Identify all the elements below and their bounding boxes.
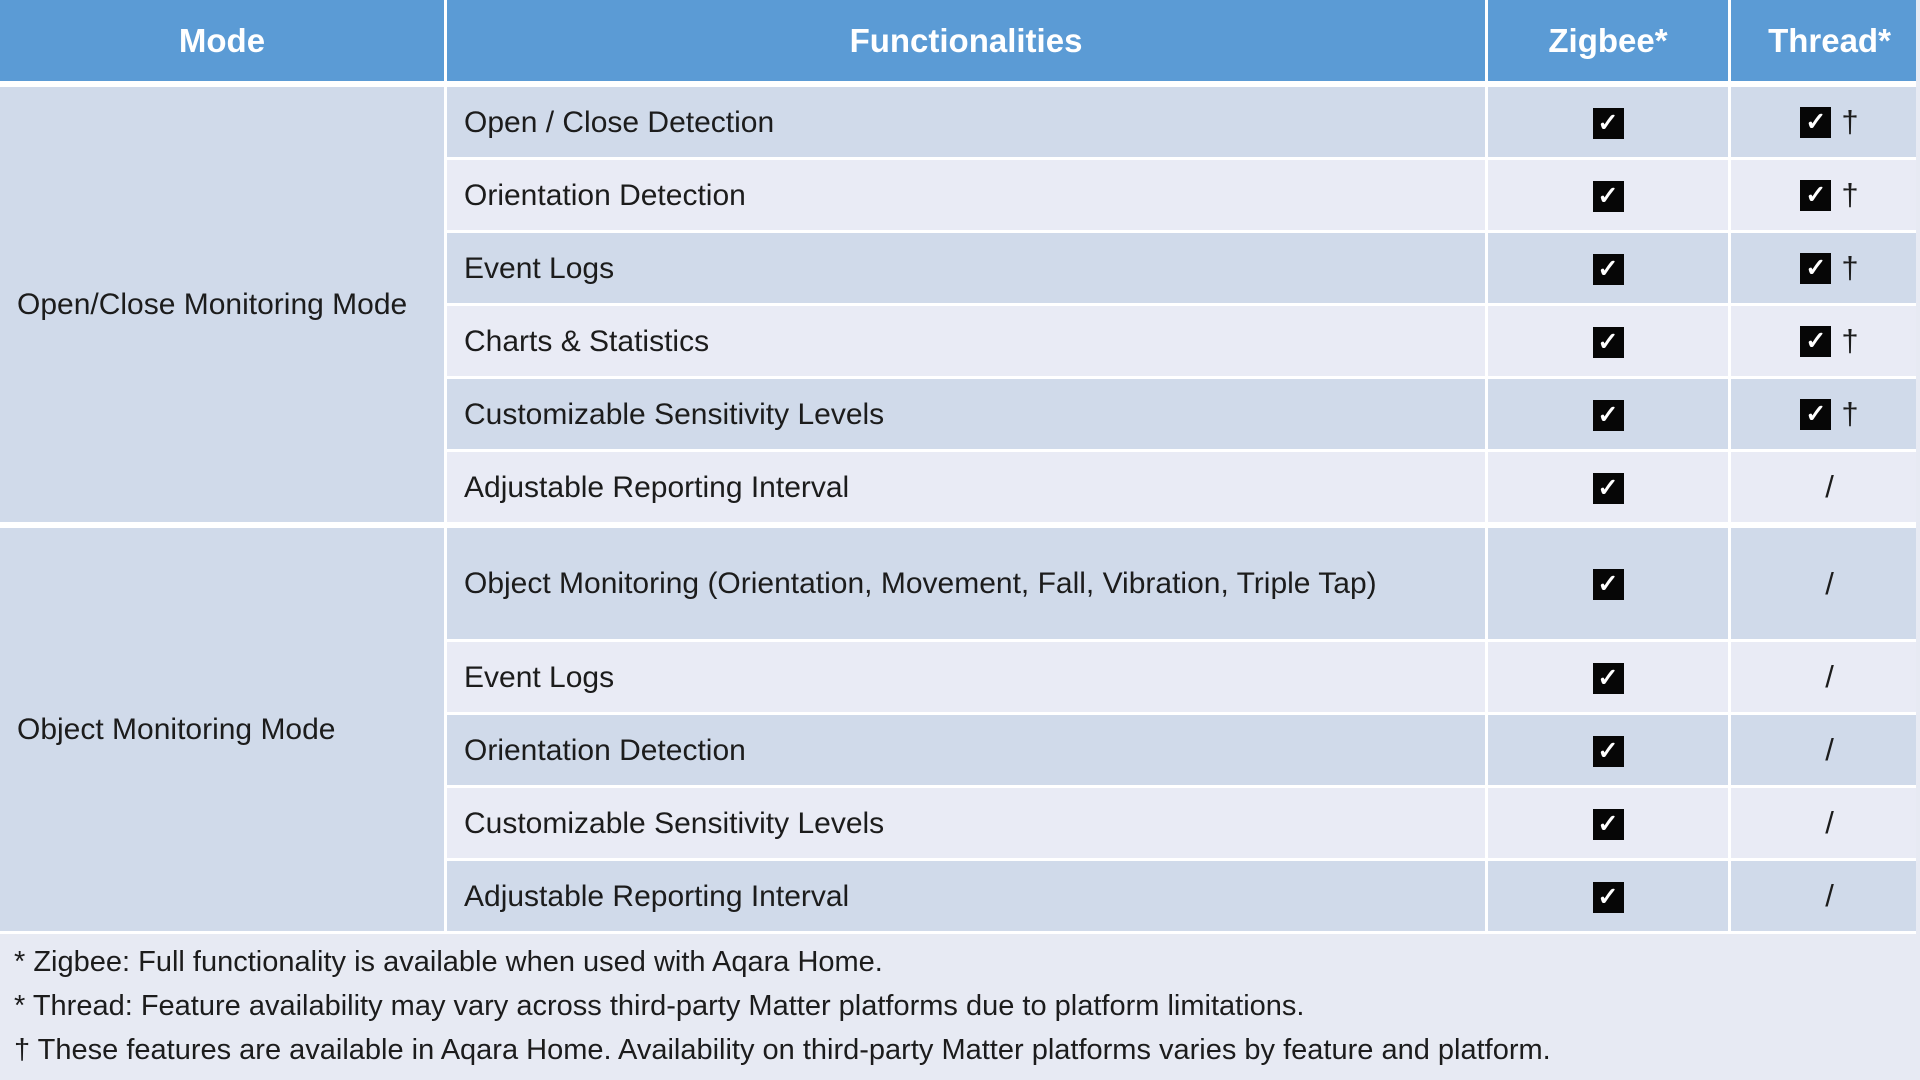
functionality-cell: Adjustable Reporting Interval	[447, 861, 1485, 931]
not-available-slash-icon: /	[1825, 659, 1834, 694]
thread-cell	[1731, 160, 1916, 230]
dagger-icon: †	[1841, 323, 1859, 359]
mode-cell: Open/Close Monitoring Mode	[0, 87, 444, 522]
zigbee-cell	[1488, 306, 1728, 376]
checked-checkbox-icon: ✓	[1800, 180, 1831, 211]
dagger-icon: †	[1841, 177, 1859, 213]
dagger-icon: †	[1841, 104, 1859, 140]
zigbee-cell	[1488, 233, 1728, 303]
thread-cell	[1731, 233, 1916, 303]
functionality-cell: Customizable Sensitivity Levels	[447, 379, 1485, 449]
not-available-slash-icon: /	[1825, 732, 1834, 767]
not-available-slash-icon: /	[1825, 469, 1834, 504]
zigbee-cell	[1488, 642, 1728, 712]
zigbee-cell	[1488, 861, 1728, 931]
dagger-icon: †	[1841, 396, 1859, 432]
checked-checkbox-icon: ✓	[1593, 254, 1624, 285]
footnote-zigbee: * Zigbee: Full functionality is available when used with Aqara Home.	[14, 946, 883, 978]
checked-checkbox-icon: ✓	[1800, 253, 1831, 284]
functionality-cell: Customizable Sensitivity Levels	[447, 788, 1485, 858]
checked-checkbox-icon: ✓	[1593, 569, 1624, 600]
mode-cell: Object Monitoring Mode	[0, 525, 444, 931]
checked-checkbox-icon: ✓	[1800, 326, 1831, 357]
feature-table-body	[0, 87, 1916, 931]
dagger-icon: †	[1841, 250, 1859, 286]
thread-cell	[1731, 379, 1916, 449]
feature-row	[0, 525, 1916, 639]
checked-checkbox-icon: ✓	[1593, 809, 1624, 840]
zigbee-cell	[1488, 715, 1728, 785]
thread-cell	[1731, 306, 1916, 376]
zigbee-cell	[1488, 525, 1728, 639]
thread-cell	[1731, 87, 1916, 157]
checked-checkbox-icon: ✓	[1593, 473, 1624, 504]
not-available-slash-icon: /	[1825, 565, 1834, 601]
thread-cell	[1731, 642, 1916, 712]
header-zigbee: Zigbee*	[1488, 0, 1728, 84]
checked-checkbox-icon: ✓	[1593, 882, 1624, 913]
checked-checkbox-icon: ✓	[1593, 327, 1624, 358]
thread-cell	[1731, 715, 1916, 785]
header-thread: Thread*	[1731, 0, 1916, 84]
zigbee-cell	[1488, 87, 1728, 157]
functionality-cell: Event Logs	[447, 642, 1485, 712]
functionality-cell: Adjustable Reporting Interval	[447, 452, 1485, 522]
zigbee-cell	[1488, 160, 1728, 230]
zigbee-cell	[1488, 379, 1728, 449]
not-available-slash-icon: /	[1825, 805, 1834, 840]
not-available-slash-icon: /	[1825, 878, 1834, 913]
zigbee-cell	[1488, 452, 1728, 522]
functionality-cell: Event Logs	[447, 233, 1485, 303]
checked-checkbox-icon: ✓	[1593, 736, 1624, 767]
checked-checkbox-icon: ✓	[1593, 400, 1624, 431]
thread-cell	[1731, 861, 1916, 931]
zigbee-cell	[1488, 788, 1728, 858]
footnote-thread: * Thread: Feature availability may vary across third-party Matter platforms due to platform limitations.	[14, 990, 1305, 1022]
footnotes	[0, 934, 1920, 1072]
functionality-cell: Orientation Detection	[447, 160, 1485, 230]
checked-checkbox-icon: ✓	[1593, 181, 1624, 212]
thread-cell	[1731, 788, 1916, 858]
footnote-dagger: † These features are available in Aqara Home. Availability on third-party Matter platforms varies by feature and platform.	[14, 1034, 1551, 1066]
functionality-cell: Charts & Statistics	[447, 306, 1485, 376]
header-row	[0, 0, 1916, 84]
checked-checkbox-icon: ✓	[1593, 663, 1624, 694]
functionality-cell: Object Monitoring (Orientation, Movement, Fall, Vibration, Triple Tap)	[447, 525, 1485, 639]
checked-checkbox-icon: ✓	[1800, 107, 1831, 138]
checked-checkbox-icon: ✓	[1800, 399, 1831, 430]
thread-cell	[1731, 452, 1916, 522]
header-mode: Mode	[0, 0, 444, 84]
checked-checkbox-icon: ✓	[1593, 108, 1624, 139]
functionality-cell: Open / Close Detection	[447, 87, 1485, 157]
functionality-cell: Orientation Detection	[447, 715, 1485, 785]
header-functionalities: Functionalities	[447, 0, 1485, 84]
feature-row	[0, 87, 1916, 157]
thread-cell	[1731, 525, 1916, 639]
